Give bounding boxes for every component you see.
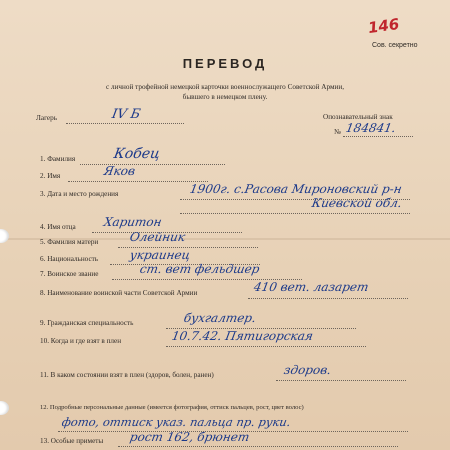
field-surname-value: Кобец <box>112 146 162 162</box>
field-condition-value: здоров. <box>282 363 333 377</box>
field-rank-label: 7. Воинское звание <box>40 270 99 278</box>
field-father-value: Харитон <box>102 215 163 229</box>
field-name-value: Яков <box>102 164 137 178</box>
field-rule <box>118 446 398 447</box>
field-personal-data-label: 12. Подробные персональные данные (имеется фотография, оттиск пальцев, рост, цвет волос) <box>40 404 304 411</box>
document-subtitle-line-2: бывшего в немецком плену. <box>182 93 268 101</box>
field-features-label: 13. Особые приметы <box>40 437 104 445</box>
id-mark-value: 184841. <box>344 121 397 135</box>
field-father-label: 4. Имя отца <box>40 223 76 231</box>
field-rule <box>166 346 366 347</box>
field-surname-label: 1. Фамилия <box>40 155 76 163</box>
field-rank-value: ст. вет фельдшер <box>138 262 261 276</box>
field-birth-value: 1900г. с.Расова Мироновский р-н <box>188 182 403 196</box>
field-profession-label: 9. Гражданская специальность <box>40 319 134 327</box>
field-nationality-value: украинец <box>128 248 192 262</box>
field-unit-label: 8. Наименование воинской части Советской Армии <box>40 289 198 297</box>
field-personal-data-value: фото, оттиск указ. пальца пр. руки. <box>60 415 292 429</box>
field-birth-value-line2: Киевской обл. <box>310 196 403 210</box>
field-unit-value: 410 вет. лазарет <box>252 280 370 294</box>
field-profession-value: бухгалтер. <box>182 311 258 325</box>
field-condition-label: 11. В каком состоянии взят в плен (здоров, болен, ранен) <box>40 371 214 379</box>
field-rule <box>248 298 408 299</box>
field-captured-label: 10. Когда и где взят в плен <box>40 337 122 345</box>
field-mother-value: Олейник <box>128 230 187 244</box>
camp-value: IV Б <box>110 107 142 122</box>
document-title: ПЕРЕВОД <box>182 56 268 71</box>
id-mark-label: Опознавательный знак <box>323 113 393 121</box>
id-mark-rule <box>343 136 413 137</box>
camp-rule <box>66 123 184 124</box>
field-rule <box>68 181 208 182</box>
id-mark-prefix: № <box>334 128 341 136</box>
field-mother-label: 5. Фамилия матери <box>40 238 99 246</box>
field-rule <box>80 164 225 165</box>
field-name-label: 2. Имя <box>40 172 61 180</box>
archive-number: 146 <box>366 14 401 38</box>
field-rule <box>180 213 410 214</box>
field-captured-value: 10.7.42. Пятигорская <box>170 329 315 343</box>
document-subtitle-line-1: с личной трофейной немецкой карточки военнослужащего Советской Армии, <box>106 83 344 91</box>
classification-label: Сов. секретно <box>372 42 418 49</box>
field-birth-label: 3. Дата и место рождения <box>40 190 119 198</box>
field-rule <box>276 380 406 381</box>
field-features-value: рост 162, брюнет <box>128 430 251 444</box>
camp-label: Лагерь <box>36 114 57 122</box>
field-nationality-label: 6. Национальность <box>40 255 99 263</box>
